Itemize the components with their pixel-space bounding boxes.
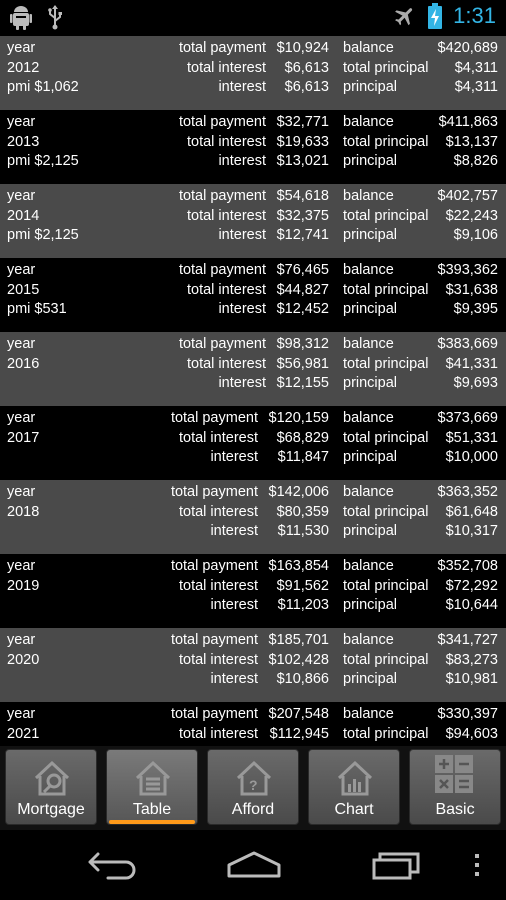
row-line bbox=[0, 522, 506, 542]
year-label: year bbox=[7, 114, 36, 130]
row-line bbox=[0, 557, 506, 577]
balance-value: $402,757 bbox=[437, 188, 498, 204]
interest-value: $10,866 bbox=[276, 671, 329, 688]
balance-value: $411,863 bbox=[438, 114, 498, 130]
total-interest-value: $6,613 bbox=[284, 59, 329, 76]
balance-value: $330,397 bbox=[437, 706, 498, 722]
row-line bbox=[0, 261, 506, 281]
row-line bbox=[0, 78, 506, 98]
balance-value: $383,669 bbox=[437, 336, 498, 352]
pmi-value: pmi $531 bbox=[7, 301, 67, 318]
interest-label: interest bbox=[218, 79, 266, 96]
principal-label: principal bbox=[343, 227, 397, 244]
total-principal-value: $51,331 bbox=[445, 429, 498, 446]
pmi-value: pmi $2,125 bbox=[7, 153, 79, 170]
interest-label: interest bbox=[218, 227, 266, 244]
row-line bbox=[0, 448, 506, 468]
interest-value: $12,452 bbox=[276, 301, 329, 318]
total-principal-value: $4,311 bbox=[454, 59, 498, 76]
principal-label: principal bbox=[343, 79, 397, 96]
total-payment-value: $76,465 bbox=[276, 262, 329, 278]
total-interest-value: $91,562 bbox=[276, 577, 329, 594]
total-interest-value: $44,827 bbox=[276, 281, 329, 298]
tab-label: Table bbox=[132, 801, 172, 818]
tab-label: Afford bbox=[231, 801, 275, 818]
total-principal-value: $41,331 bbox=[445, 355, 498, 372]
table-row[interactable] bbox=[0, 628, 506, 702]
clock: 1:31 bbox=[453, 3, 496, 28]
year-value: 2018 bbox=[7, 503, 40, 520]
row-line bbox=[0, 483, 506, 503]
total-interest-value: $102,428 bbox=[268, 651, 329, 668]
row-line bbox=[0, 503, 506, 523]
year-label: year bbox=[7, 632, 36, 648]
total-payment-label: total payment bbox=[178, 40, 266, 56]
total-interest-label: total interest bbox=[187, 355, 266, 372]
total-payment-value: $98,312 bbox=[276, 336, 329, 352]
notification-icons bbox=[10, 4, 64, 30]
house-question-icon bbox=[234, 758, 274, 798]
total-principal-label: total principal bbox=[343, 133, 429, 150]
amortization-table[interactable] bbox=[0, 36, 506, 746]
total-payment-label: total payment bbox=[170, 632, 258, 648]
total-interest-label: total interest bbox=[187, 281, 266, 298]
svg-text:?: ? bbox=[249, 777, 258, 793]
total-principal-label: total principal bbox=[343, 429, 429, 446]
principal-value: $10,317 bbox=[445, 523, 498, 540]
total-interest-label: total interest bbox=[179, 429, 258, 446]
house-magnifier-icon bbox=[32, 758, 72, 798]
balance-value: $352,708 bbox=[437, 558, 498, 574]
row-line bbox=[0, 281, 506, 301]
principal-label: principal bbox=[343, 301, 397, 318]
row-line bbox=[0, 577, 506, 597]
year-label: year bbox=[7, 410, 36, 426]
table-row[interactable] bbox=[0, 110, 506, 184]
status-bar bbox=[0, 0, 506, 36]
interest-label: interest bbox=[210, 597, 258, 614]
row-line bbox=[0, 355, 506, 375]
row-line bbox=[0, 374, 506, 394]
interest-value: $12,741 bbox=[276, 227, 329, 244]
total-principal-label: total principal bbox=[343, 207, 429, 224]
table-row[interactable] bbox=[0, 554, 506, 628]
principal-label: principal bbox=[343, 375, 397, 392]
tab-label: Basic bbox=[435, 801, 475, 818]
interest-label: interest bbox=[218, 301, 266, 318]
table-row[interactable] bbox=[0, 480, 506, 554]
year-label: year bbox=[7, 484, 36, 500]
total-principal-value: $94,603 bbox=[445, 725, 498, 742]
balance-label: balance bbox=[343, 558, 394, 574]
table-row[interactable] bbox=[0, 258, 506, 332]
tab-afford[interactable] bbox=[207, 749, 299, 825]
total-principal-label: total principal bbox=[343, 503, 429, 520]
interest-value: $11,203 bbox=[277, 597, 329, 614]
back-icon[interactable] bbox=[86, 850, 138, 880]
principal-value: $10,000 bbox=[445, 449, 498, 466]
bottom-tab-bar bbox=[0, 746, 506, 830]
total-principal-label: total principal bbox=[343, 577, 429, 594]
total-payment-label: total payment bbox=[170, 706, 258, 722]
calculator-icon bbox=[434, 754, 474, 794]
year-label: year bbox=[7, 558, 36, 574]
total-principal-value: $13,137 bbox=[445, 133, 498, 150]
row-line bbox=[0, 409, 506, 429]
tab-label: Mortgage bbox=[17, 801, 85, 818]
tab-basic[interactable] bbox=[409, 749, 501, 825]
balance-label: balance bbox=[343, 114, 394, 130]
interest-label: interest bbox=[218, 153, 266, 170]
usb-icon bbox=[46, 4, 64, 30]
airplane-mode-icon bbox=[393, 4, 417, 28]
table-row[interactable] bbox=[0, 406, 506, 480]
principal-label: principal bbox=[343, 523, 397, 540]
recent-apps-icon[interactable] bbox=[370, 850, 422, 880]
total-interest-value: $56,981 bbox=[276, 355, 329, 372]
balance-label: balance bbox=[343, 336, 394, 352]
interest-value: $6,613 bbox=[284, 79, 329, 96]
year-label: year bbox=[7, 40, 36, 56]
row-line bbox=[0, 39, 506, 59]
battery-charging-icon bbox=[427, 3, 443, 29]
house-table-icon bbox=[133, 758, 173, 798]
year-label: year bbox=[7, 336, 36, 352]
interest-label: interest bbox=[210, 449, 258, 466]
total-payment-value: $207,548 bbox=[268, 706, 329, 722]
year-value: 2013 bbox=[7, 133, 40, 150]
total-interest-value: $112,945 bbox=[269, 725, 329, 742]
total-principal-label: total principal bbox=[343, 281, 429, 298]
total-payment-value: $54,618 bbox=[276, 188, 329, 204]
row-line bbox=[0, 113, 506, 133]
row-line bbox=[0, 651, 506, 671]
total-principal-value: $72,292 bbox=[445, 577, 498, 594]
total-principal-label: total principal bbox=[343, 725, 429, 742]
row-line bbox=[0, 152, 506, 172]
row-line bbox=[0, 226, 506, 246]
table-row[interactable] bbox=[0, 332, 506, 406]
total-payment-value: $185,701 bbox=[268, 632, 329, 648]
total-principal-value: $31,638 bbox=[445, 281, 498, 298]
balance-label: balance bbox=[343, 188, 394, 204]
total-principal-label: total principal bbox=[343, 355, 429, 372]
principal-label: principal bbox=[343, 597, 397, 614]
year-value: 2020 bbox=[7, 651, 40, 668]
row-line bbox=[0, 631, 506, 651]
tab-table[interactable] bbox=[106, 749, 198, 825]
row-line bbox=[0, 300, 506, 320]
total-interest-label: total interest bbox=[187, 207, 266, 224]
total-payment-label: total payment bbox=[170, 484, 258, 500]
total-interest-label: total interest bbox=[187, 59, 266, 76]
row-line bbox=[0, 429, 506, 449]
total-payment-label: total payment bbox=[170, 410, 258, 426]
total-payment-value: $10,924 bbox=[276, 40, 329, 56]
total-interest-value: $19,633 bbox=[276, 133, 329, 150]
principal-value: $9,395 bbox=[453, 301, 498, 318]
system-icons bbox=[393, 3, 496, 29]
balance-value: $420,689 bbox=[437, 40, 498, 56]
year-value: 2012 bbox=[7, 59, 40, 76]
year-value: 2014 bbox=[7, 207, 40, 224]
tab-mortgage[interactable] bbox=[5, 749, 97, 825]
balance-label: balance bbox=[343, 40, 394, 56]
home-icon[interactable] bbox=[226, 850, 282, 880]
principal-value: $9,106 bbox=[453, 227, 498, 244]
year-value: 2019 bbox=[7, 577, 40, 594]
balance-value: $341,727 bbox=[437, 632, 498, 648]
year-value: 2017 bbox=[7, 429, 40, 446]
total-payment-label: total payment bbox=[178, 188, 266, 204]
row-line bbox=[0, 670, 506, 690]
pmi-value: pmi $1,062 bbox=[7, 79, 79, 96]
total-payment-value: $120,159 bbox=[268, 410, 329, 426]
balance-label: balance bbox=[343, 706, 394, 722]
year-value: 2021 bbox=[7, 725, 40, 742]
total-payment-label: total payment bbox=[178, 262, 266, 278]
balance-label: balance bbox=[343, 262, 394, 278]
tab-label: Chart bbox=[334, 801, 374, 818]
overflow-menu-icon[interactable] bbox=[472, 852, 482, 878]
row-line bbox=[0, 705, 506, 725]
total-principal-value: $61,648 bbox=[445, 503, 498, 520]
total-interest-label: total interest bbox=[179, 503, 258, 520]
total-payment-label: total payment bbox=[178, 336, 266, 352]
total-payment-label: total payment bbox=[178, 114, 266, 130]
total-payment-value: $32,771 bbox=[276, 114, 329, 130]
system-navigation-bar bbox=[0, 830, 506, 900]
year-label: year bbox=[7, 262, 36, 278]
principal-value: $9,693 bbox=[453, 375, 498, 392]
table-row[interactable] bbox=[0, 184, 506, 258]
total-payment-value: $142,006 bbox=[268, 484, 329, 500]
table-row[interactable] bbox=[0, 36, 506, 110]
android-debug-icon bbox=[10, 4, 32, 30]
interest-label: interest bbox=[218, 375, 266, 392]
total-interest-value: $80,359 bbox=[276, 503, 329, 520]
row-line bbox=[0, 335, 506, 355]
total-interest-label: total interest bbox=[179, 577, 258, 594]
total-principal-label: total principal bbox=[343, 651, 429, 668]
row-line bbox=[0, 725, 506, 745]
total-interest-label: total interest bbox=[179, 651, 258, 668]
total-principal-label: total principal bbox=[343, 59, 429, 76]
total-interest-value: $68,829 bbox=[276, 429, 329, 446]
interest-label: interest bbox=[210, 523, 258, 540]
house-chart-icon bbox=[335, 758, 375, 798]
year-value: 2015 bbox=[7, 281, 40, 298]
principal-value: $10,644 bbox=[445, 597, 498, 614]
row-line bbox=[0, 59, 506, 79]
year-label: year bbox=[7, 188, 36, 204]
principal-label: principal bbox=[343, 449, 397, 466]
total-principal-value: $83,273 bbox=[445, 651, 498, 668]
interest-value: $12,155 bbox=[276, 375, 329, 392]
balance-value: $373,669 bbox=[437, 410, 498, 426]
row-line bbox=[0, 207, 506, 227]
interest-label: interest bbox=[210, 671, 258, 688]
row-line bbox=[0, 133, 506, 153]
principal-value: $8,826 bbox=[453, 153, 498, 170]
total-interest-label: total interest bbox=[187, 133, 266, 150]
total-interest-label: total interest bbox=[179, 725, 258, 742]
year-label: year bbox=[7, 706, 36, 722]
interest-value: $11,847 bbox=[277, 449, 329, 466]
balance-label: balance bbox=[343, 632, 394, 648]
balance-value: $393,362 bbox=[437, 262, 498, 278]
balance-value: $363,352 bbox=[437, 484, 498, 500]
row-line bbox=[0, 596, 506, 616]
interest-value: $13,021 bbox=[276, 153, 329, 170]
total-payment-value: $163,854 bbox=[268, 558, 329, 574]
total-interest-value: $32,375 bbox=[276, 207, 329, 224]
interest-value: $11,530 bbox=[277, 523, 329, 540]
total-principal-value: $22,243 bbox=[445, 207, 498, 224]
balance-label: balance bbox=[343, 410, 394, 426]
year-value: 2016 bbox=[7, 355, 40, 372]
balance-label: balance bbox=[343, 484, 394, 500]
principal-label: principal bbox=[343, 671, 397, 688]
row-line bbox=[0, 187, 506, 207]
total-payment-label: total payment bbox=[170, 558, 258, 574]
pmi-value: pmi $2,125 bbox=[7, 227, 79, 244]
principal-value: $4,311 bbox=[454, 79, 498, 96]
tab-chart[interactable] bbox=[308, 749, 400, 825]
principal-label: principal bbox=[343, 153, 397, 170]
principal-value: $10,981 bbox=[445, 671, 498, 688]
